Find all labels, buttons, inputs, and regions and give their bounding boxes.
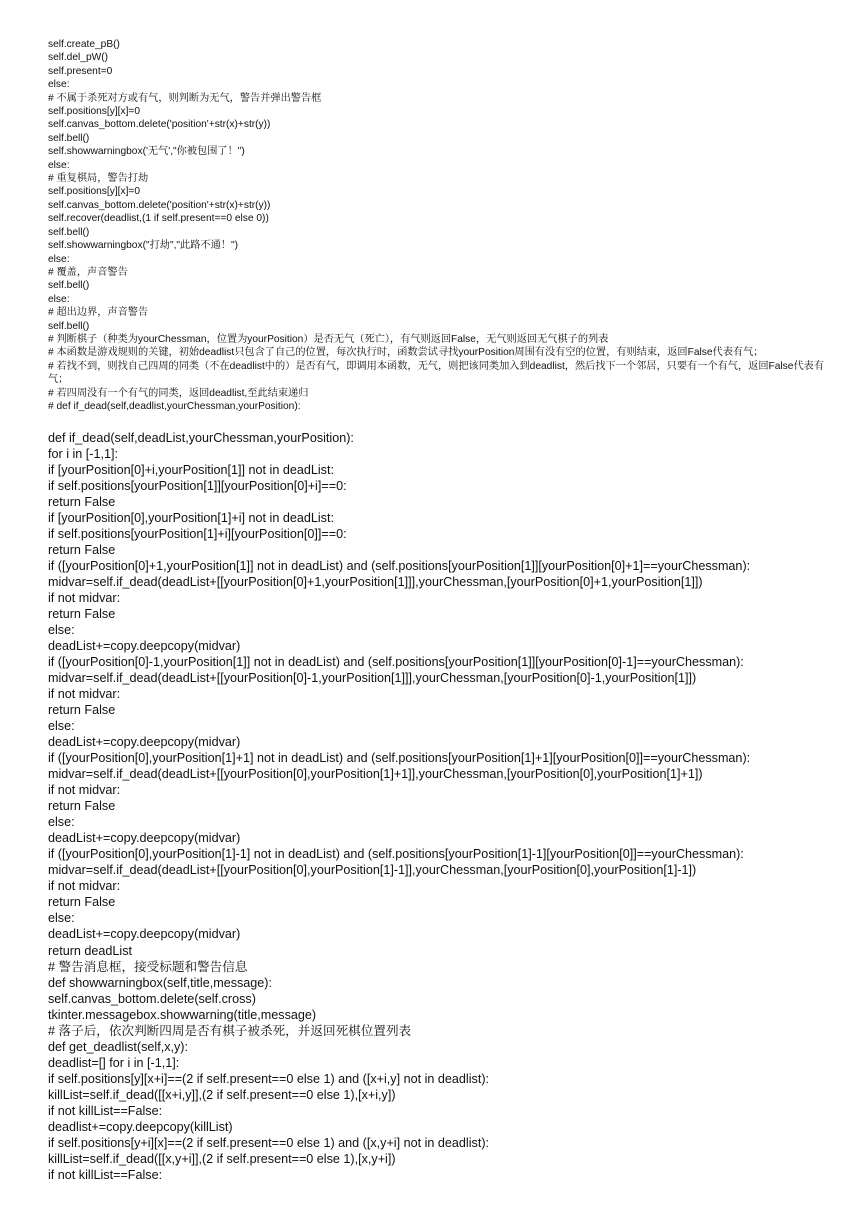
code-line: killList=self.if_dead([[x,y+i]],(2 if self.present==0 else 1),[x,y+i]) [48,1151,396,1166]
code-line: if self.positions[y][x+i]==(2 if self.present==0 else 1) and ([x+i,y] not in deadlist): [48,1071,490,1086]
code-line: deadlist=[] for i in [-1,1]: [48,1055,180,1070]
code-line: # 超出边界，声音警告 [48,307,149,319]
code-line: deadList+=copy.deepcopy(midvar) [48,831,241,846]
code-line: def showwarningbox(self,title,message): [48,975,272,990]
code-line: def get_deadlist(self,x,y): [48,1039,189,1054]
code-line: if self.positions[yourPosition[1]][yourPosition[0]+i]==0: [48,479,347,494]
code-line: else: [48,623,75,638]
code-line: midvar=self.if_dead(deadList+[[yourPosition[0]-1,yourPosition[1]]],yourChessman,[yourPosition[0]-1,yourPosition[1]]) [48,671,697,686]
code-line: if not killList==False: [48,1103,163,1118]
code-line: self.showwarningbox('无气',"你被包围了！") [48,146,245,158]
code-line: if ([yourPosition[0],yourPosition[1]+1] not in deadList) and (self.positions[yourPosition[1]+1][yourPosition[0]]==yourChessman): [48,751,751,766]
code-line: if self.positions[yourPosition[1]+i][yourPosition[0]]==0: [48,527,347,542]
code-line: self.bell() [48,132,90,144]
code-line: self.positions[y][x]=0 [48,106,141,118]
code-line: if [yourPosition[0],yourPosition[1]+i] not in deadList: [48,511,334,526]
code-line: return False [48,703,116,718]
code-line: if ([yourPosition[0]-1,yourPosition[1]] not in deadList) and (self.positions[yourPosition[1]][yourPosition[0]-1]==yourChessman): [48,655,744,670]
code-line: deadList+=copy.deepcopy(midvar) [48,927,241,942]
code-line: self.bell() [48,226,90,238]
code-line: if [yourPosition[0]+i,yourPosition[1]] not in deadList: [48,463,334,478]
code-line: else: [48,719,75,734]
code-line: else: [48,79,70,91]
code-comments-block [48,38,828,413]
code-line: self.showwarningbox("打劫","此路不通！") [48,240,238,252]
code-line: # 落子后，依次判断四周是否有棋子被杀死，并返回死棋位置列表 [48,1023,412,1038]
code-line: return False [48,495,116,510]
code-line: deadList+=copy.deepcopy(midvar) [48,735,241,750]
code-line: # def if_dead(self,deadlist,yourChessman,yourPosition): [48,400,301,412]
code-line: def if_dead(self,deadList,yourChessman,yourPosition): [48,431,354,445]
code-line: deadlist+=copy.deepcopy(killList) [48,1119,233,1134]
code-line: if not midvar: [48,687,121,702]
code-main-block [48,430,838,1183]
code-line: # 不属于杀死对方或有气，则判断为无气，警告并弹出警告框 [48,92,322,104]
code-line: if not killList==False: [48,1167,163,1182]
code-line: # 判断棋子（种类为yourChessman，位置为yourPosition）是否无气（死亡），有气则返回False，无气则返回无气棋子的列表 [48,333,609,345]
code-line: killList=self.if_dead([[x+i,y]],(2 if self.present==0 else 1),[x+i,y]) [48,1087,396,1102]
code-line: deadList+=copy.deepcopy(midvar) [48,639,241,654]
code-line: self.canvas_bottom.delete(self.cross) [48,991,256,1006]
code-line: else: [48,911,75,926]
code-line: if self.positions[y+i][x]==(2 if self.present==0 else 1) and ([x,y+i] not in deadlist): [48,1135,490,1150]
code-line: return deadList [48,943,133,958]
code-line: else: [48,815,75,830]
code-line: # 重复棋局，警告打劫 [48,173,149,185]
code-line: else: [48,293,70,305]
code-line: if ([yourPosition[0]+1,yourPosition[1]] not in deadList) and (self.positions[yourPosition[1]][yourPosition[0]+1]==yourChessman): [48,559,751,574]
code-line: return False [48,799,116,814]
code-line: for i in [-1,1]: [48,447,118,462]
code-line: self.positions[y][x]=0 [48,186,141,198]
code-line: midvar=self.if_dead(deadList+[[yourPosition[0],yourPosition[1]+1]],yourChessman,[yourPosition[0],yourPosition[1]+1]) [48,767,703,782]
code-line: else: [48,159,70,171]
code-line: midvar=self.if_dead(deadList+[[yourPosition[0]+1,yourPosition[1]]],yourChessman,[yourPosition[0]+1,yourPosition[1]]) [48,575,703,590]
code-line: return False [48,895,116,910]
code-line: self.bell() [48,280,90,292]
code-line: return False [48,543,116,558]
code-line: if not midvar: [48,879,121,894]
code-line: self.del_pW() [48,52,109,64]
code-line: self.canvas_bottom.delete('position'+str(x)+str(y)) [48,199,271,211]
code-line: else: [48,253,70,265]
code-line: # 本函数是游戏规则的关键，初始deadlist只包含了自己的位置，每次执行时，函数尝试寻找yourPosition周围有没有空的位置，有则结束，返回False代表有气； [48,347,764,359]
code-line: # 若找不到，则找自己四周的同类（不在deadlist中的）是否有气，即调用本函数，无气，则把该同类加入到deadlist，然后找下一个邻居，只要有一个有气，返回False代表有气； [48,360,825,386]
code-line: return False [48,607,116,622]
code-line: # 覆盖，声音警告 [48,266,128,278]
code-line: # 若四周没有一个有气的同类，返回deadlist,至此结束递归 [48,387,309,399]
code-line: self.bell() [48,320,90,332]
code-line: if not midvar: [48,591,121,606]
code-line: self.canvas_bottom.delete('position'+str(x)+str(y)) [48,119,271,131]
code-line: self.present=0 [48,65,113,77]
code-line: if ([yourPosition[0],yourPosition[1]-1] not in deadList) and (self.positions[yourPosition[1]-1][yourPosition[0]]==yourChessman): [48,847,744,862]
code-line: if not midvar: [48,783,121,798]
code-line: self.recover(deadlist,(1 if self.present==0 else 0)) [48,213,269,225]
code-line: # 警告消息框，接受标题和警告信息 [48,959,248,974]
code-line: tkinter.messagebox.showwarning(title,message) [48,1007,317,1022]
code-line: midvar=self.if_dead(deadList+[[yourPosition[0],yourPosition[1]-1]],yourChessman,[yourPosition[0],yourPosition[1]-1]) [48,863,697,878]
code-line: self.create_pB() [48,39,120,50]
